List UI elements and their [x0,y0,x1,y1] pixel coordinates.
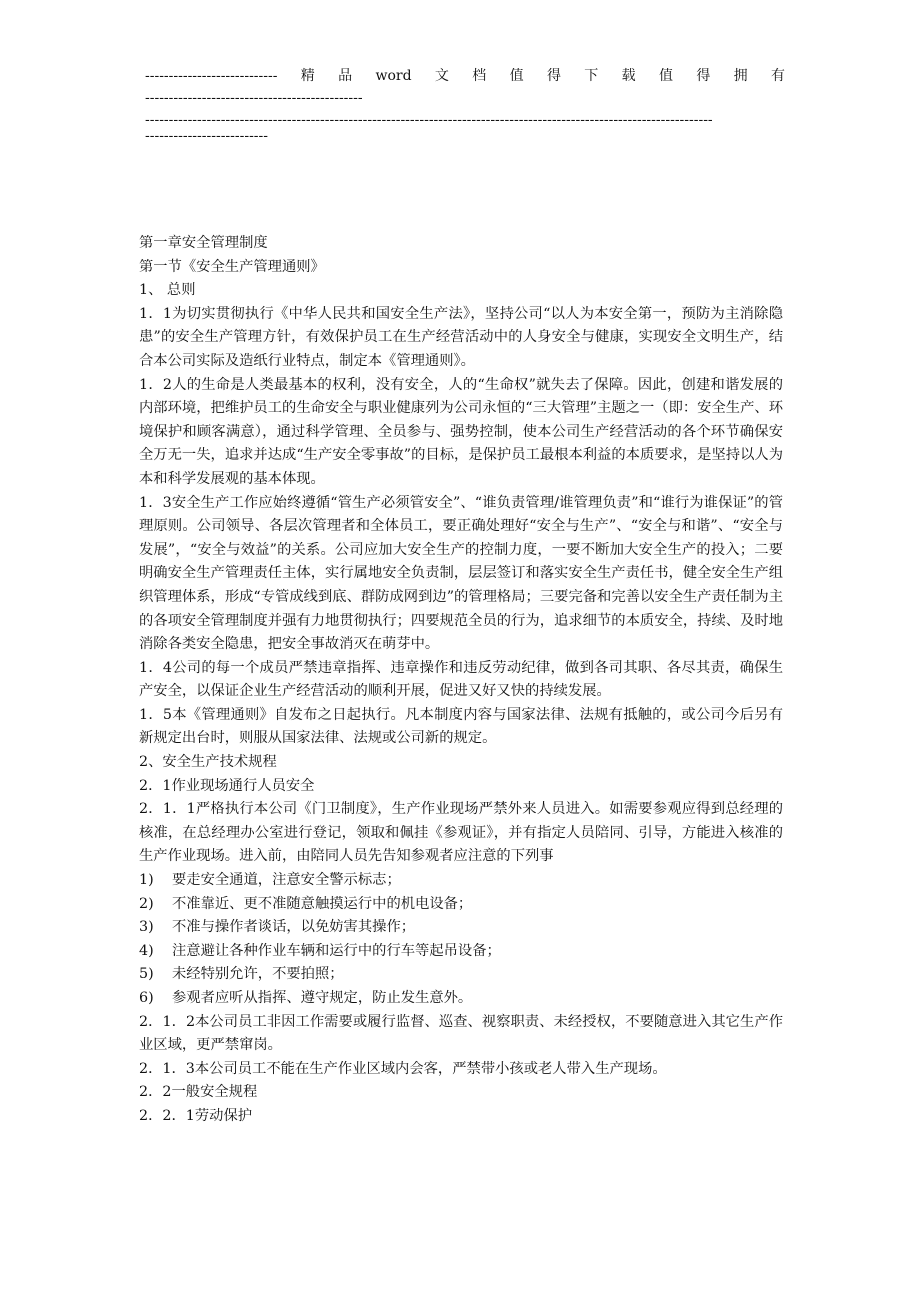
paragraph: 1．1为切实贯彻执行《中华人民共和国安全生产法》，坚持公司“以人为本安全第一，预防为主消除隐患”的安全生产管理方针，有效保护员工在生产经营活动中的人身安全与健康，实现安全文明生产，结合本公司实际及造纸行业特点，制定本《管理通则》。 [139,305,783,369]
header-char: 得 [546,68,561,84]
header-char: 值 [509,68,524,84]
paragraph: 1．3安全生产工作应始终遵循“管生产必须管安全”、“谁负责管理/谁管理负责”和“谁行为谁保证”的管理原则。公司领导、各层次管理者和全体员工，要正确处理好“安全与生产”、“安全与和谐”、“安全与发展”，“安全与效益”的关系。公司应加大安全生产的控制力度，一要不断加大安全生产的投入；二要明确安全生产管理责任主体，实行属地安全负责制，层层签订和落实安全生产责任书，健全安全生产组织管理体系，形成“专管成线到底、群防成网到边”的管理格局；三要完备和完善以安全生产责任制为主的各项安全管理制度并强有力地贯彻执行；四要规范全员的行为，追求细节的本质安全，持续、及时地消除各类安全隐患，把安全事故消灭在萌芽中。 [139,494,783,653]
list-item-number: 6) [139,990,154,1006]
list-item [139,940,783,964]
header-dashes-line: ---------------------------------------------- [145,90,363,106]
subheading: 2．2．1劳动保护 [139,1107,253,1124]
paragraph: 2．1．1严格执行本公司《门卫制度》，生产作业现场严禁外来人员进入。如需要参观应得到总经理的核准，在总经理办公室进行登记，领取和佩挂《参观证》，并有指定人员陪同、引导，方能进入核准的生产作业现场。进入前，由陪同人员先告知参观者应注意的下列事 [139,801,783,865]
list-item-text: 参观者应听从指挥、遵守规定，防止发生意外。 [172,990,473,1006]
header-char: 有 [771,68,785,84]
paragraph: 2．1．2本公司员工非因工作需要或履行监督、巡查、视察职责、未经授权，不要随意进入其它生产作业区域，更严禁窜岗。 [139,1013,783,1054]
header-dashes-line: ------------------------------------------------------------------------------------------------------------------------ [145,112,713,128]
list-item-number: 5) [139,966,154,983]
list-item [139,916,783,940]
header-char: 载 [621,68,636,84]
header-char: 文 [434,68,449,84]
list-item-text: 不准与操作者谈话，以免妨害其操作； [172,919,416,936]
paragraph: 1．4公司的每一个成员严禁违章指挥、违章操作和违反劳动纪律，做到各司其职、各尽其责，确保生产安全，以保证企业生产经营活动的顺利开展，促进又好又快的持续发展。 [139,659,783,700]
paragraph: 2．1．3本公司员工不能在生产作业区域内会客，严禁带小孩或老人带入生产现场。 [139,1060,667,1077]
header-char: 精 [300,68,315,84]
paragraph: 1．2人的生命是人类最基本的权利，没有安全，人的“生命权”就失去了保障。因此，创建和谐发展的内部环境，把维护员工的生命安全与职业健康列为公司永恒的“三大管理”主题之一（即：安全生产、环境保护和顾客满意），通过科学管理、全员参与、强势控制，使本公司生产经营活动的各个环节确保安全万无一失，追求并达成“生产安全零事故”的目标，是保护员工最根本利益的本质要求，是坚持以人为本和科学发展观的基本体现。 [139,376,783,487]
list-item-text: 要走安全通道，注意安全警示标志； [172,872,401,889]
header-char: 值 [658,68,673,84]
list-item-text: 未经特别允许，不要拍照； [172,966,344,983]
list-item [139,963,783,987]
list-item-number: 3) [139,919,154,936]
paragraph: 1．5本《管理通则》自发布之日起执行。凡本制度内容与国家法律、法规有抵触的，或公司今后另有新规定出台时，则服从国家法律、法规或公司新的规定。 [139,706,783,747]
chapter-title: 第一章安全管理制度 [139,235,268,251]
subheading: 2．2一般安全规程 [139,1084,258,1101]
header-char: 拥 [733,68,748,84]
header-word: word [375,68,412,84]
list-item-number: 4) [139,942,154,959]
header-dashes: ---------------------------- [145,68,278,84]
document-body [139,232,783,1129]
header-dashes-line: -------------------------- [145,128,268,144]
subheading: 2．1作业现场通行人员安全 [139,777,315,794]
heading-general: 1、 总则 [139,282,196,299]
header-char: 档 [472,68,487,84]
header-char: 下 [584,68,599,84]
list-item-text: 不准靠近、更不准随意触摸运行中的机电设备； [172,895,473,912]
list-item [139,987,783,1011]
section-title: 第一节《安全生产管理通则》 [139,258,325,275]
list-item-text: 注意避让各种作业车辆和运行中的行车等起吊设备； [172,942,501,959]
header-char: 品 [338,68,353,84]
list-item-number: 1) [139,872,154,889]
header-char: 得 [696,68,711,84]
list-item [139,869,783,893]
list-item-number: 2) [139,895,154,912]
list-item [139,893,783,917]
heading-technical-rules: 2、安全生产技术规程 [139,754,277,771]
header-banner [145,66,785,86]
